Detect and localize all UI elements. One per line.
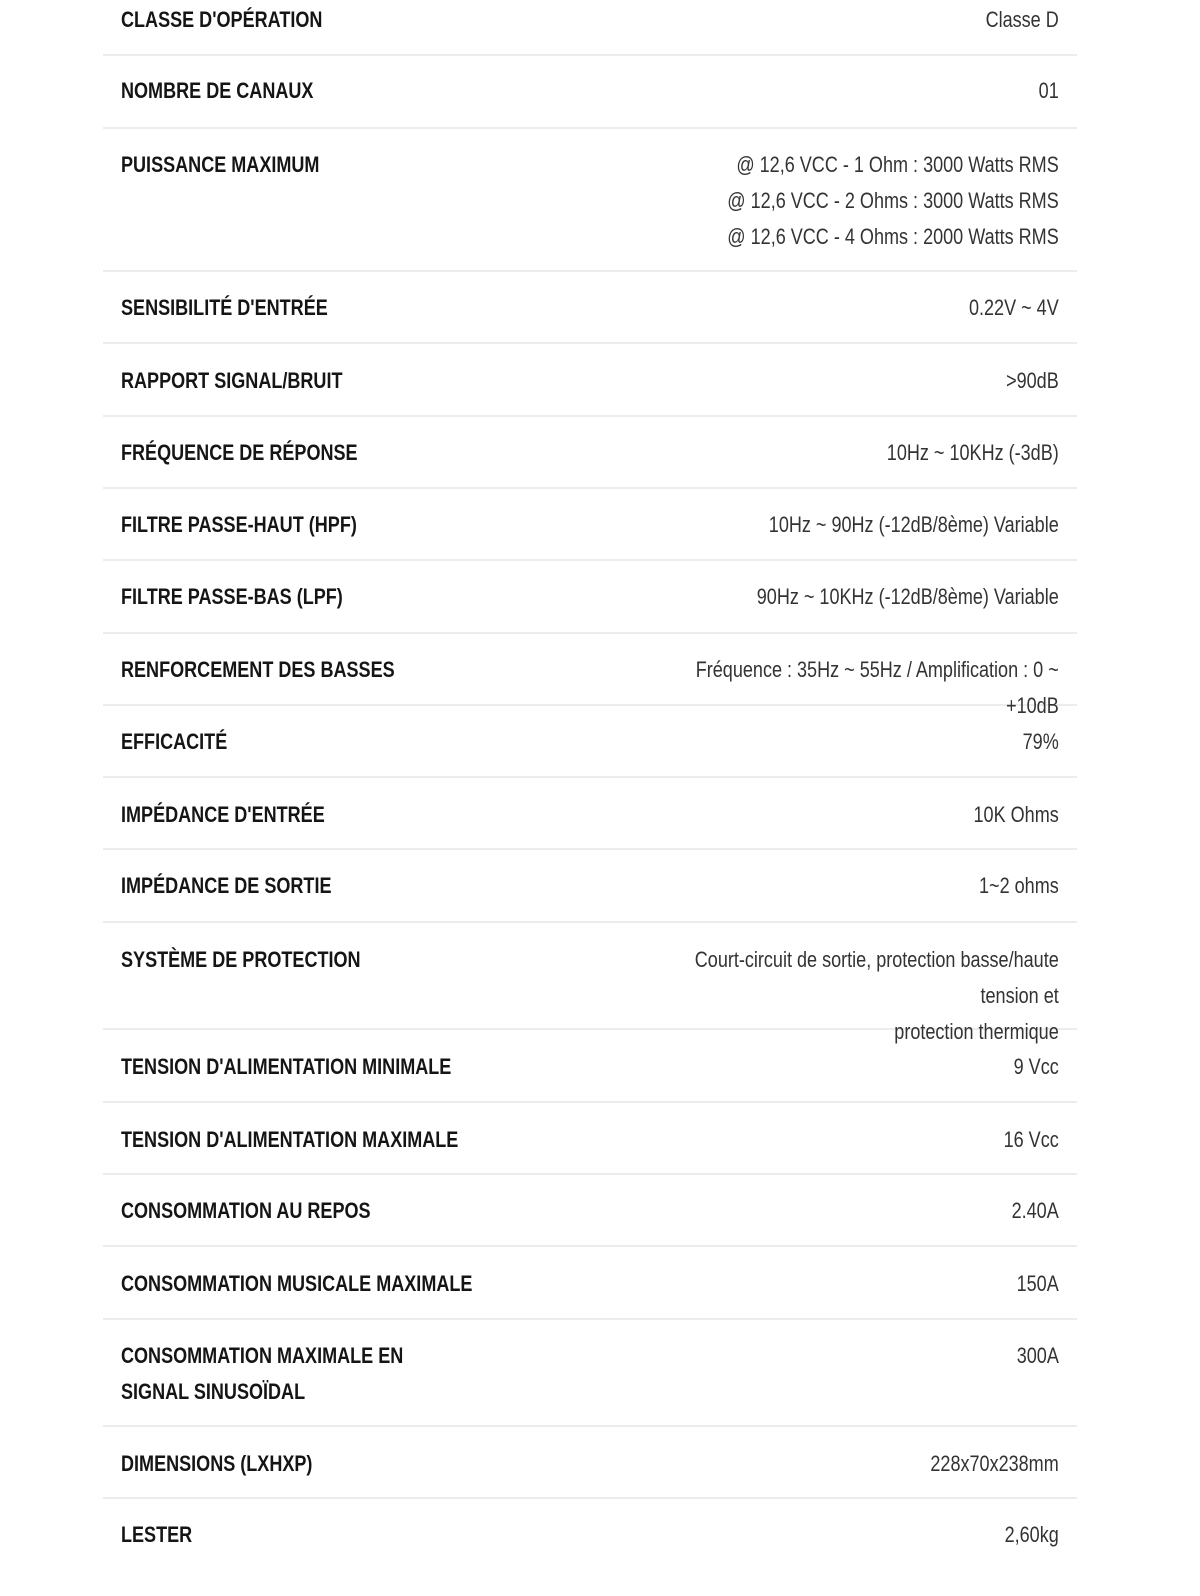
spec-label: FILTRE PASSE-BAS (LPF)	[121, 584, 343, 609]
spec-row-frequence	[103, 417, 1077, 489]
spec-value-line: 10Hz ~ 10KHz (-3dB)	[887, 440, 1059, 465]
spec-row-dimensions	[103, 1427, 1077, 1499]
spec-value	[642, 579, 1059, 615]
spec-value	[642, 147, 1059, 255]
spec-value-line: 300A	[1016, 1343, 1059, 1368]
spec-value-line: 2.40A	[1011, 1198, 1059, 1223]
spec-value-line: 150A	[1016, 1271, 1059, 1296]
spec-value	[642, 1193, 1059, 1229]
spec-value-line: @ 12,6 VCC - 1 Ohm : 3000 Watts RMS	[736, 152, 1059, 177]
spec-value	[642, 1122, 1059, 1158]
spec-value	[642, 363, 1059, 399]
spec-label: LESTER	[121, 1522, 193, 1547]
spec-value-line: 228x70x238mm	[930, 1451, 1059, 1476]
spec-label: SYSTÈME DE PROTECTION	[121, 947, 361, 972]
spec-row-sensibilite	[103, 272, 1077, 344]
spec-table	[103, 0, 1077, 1571]
spec-row-puissance	[103, 129, 1077, 272]
spec-value-line: 10K Ohms	[973, 802, 1059, 827]
spec-row-sinusoidal	[103, 1320, 1077, 1427]
spec-label: TENSION D'ALIMENTATION MINIMALE	[121, 1054, 452, 1079]
spec-label: NOMBRE DE CANAUX	[121, 78, 314, 103]
spec-label: IMPÉDANCE DE SORTIE	[121, 873, 332, 898]
spec-value-line: 01	[1038, 78, 1059, 103]
spec-label: RAPPORT SIGNAL/BRUIT	[121, 368, 343, 393]
spec-value	[642, 724, 1059, 760]
spec-row-impedance-entree	[103, 778, 1077, 850]
spec-value-line: 2,60kg	[1004, 1522, 1059, 1547]
spec-row-musicale	[103, 1247, 1077, 1320]
spec-label: TENSION D'ALIMENTATION MAXIMALE	[121, 1127, 459, 1152]
spec-label: IMPÉDANCE D'ENTRÉE	[121, 802, 325, 827]
spec-row-lester	[103, 1499, 1077, 1571]
spec-value-line: 16 Vcc	[1003, 1127, 1059, 1152]
spec-value-line: 1~2 ohms	[979, 873, 1059, 898]
spec-row-hpf	[103, 489, 1077, 561]
spec-label: RENFORCEMENT DES BASSES	[121, 657, 395, 682]
spec-value-line: @ 12,6 VCC - 4 Ohms : 2000 Watts RMS	[727, 224, 1059, 249]
spec-value-line: protection thermique	[894, 1019, 1059, 1044]
spec-value-line: Classe D	[985, 7, 1059, 32]
spec-label: EFFICACITÉ	[121, 729, 228, 754]
spec-label: DIMENSIONS (LXHXP)	[121, 1451, 313, 1476]
spec-label: CONSOMMATION AU REPOS	[121, 1198, 371, 1223]
spec-label: SENSIBILITÉ D'ENTRÉE	[121, 295, 328, 320]
spec-row-protection	[103, 923, 1077, 1044]
spec-value-line: @ 12,6 VCC - 2 Ohms : 3000 Watts RMS	[727, 188, 1059, 213]
spec-value	[642, 942, 1059, 1050]
spec-value	[642, 797, 1059, 833]
spec-value-line: Court-circuit de sortie, protection basse/haute tension et	[695, 947, 1059, 1008]
spec-row-lpf	[103, 561, 1077, 634]
spec-value-line: >90dB	[1006, 368, 1059, 393]
spec-value	[642, 1446, 1059, 1482]
spec-row-classe	[103, 0, 1077, 56]
spec-value	[642, 435, 1059, 471]
spec-row-basses	[103, 634, 1077, 718]
spec-value-line: 9 Vcc	[1013, 1054, 1059, 1079]
spec-label: FRÉQUENCE DE RÉPONSE	[121, 440, 358, 465]
spec-value	[642, 73, 1059, 109]
spec-value-line: 79%	[1022, 729, 1059, 754]
spec-value-line: Fréquence : 35Hz ~ 55Hz / Amplification : 0 ~ +10dB	[695, 657, 1059, 718]
spec-value	[642, 1266, 1059, 1302]
spec-label: CLASSE D'OPÉRATION	[121, 7, 323, 32]
spec-value	[642, 507, 1059, 543]
spec-value	[642, 1517, 1059, 1553]
spec-row-canaux	[103, 56, 1077, 129]
spec-value	[642, 868, 1059, 904]
spec-row-impedance-sortie	[103, 850, 1077, 923]
spec-label: FILTRE PASSE-HAUT (HPF)	[121, 512, 357, 537]
spec-label: CONSOMMATION MUSICALE MAXIMALE	[121, 1271, 473, 1296]
spec-value-line: 90Hz ~ 10KHz (-12dB/8ème) Variable	[757, 584, 1059, 609]
spec-label: PUISSANCE MAXIMUM	[121, 152, 320, 177]
spec-row-signal-bruit	[103, 344, 1077, 417]
spec-row-tension-max	[103, 1103, 1077, 1175]
spec-value	[642, 652, 1059, 724]
spec-row-repos	[103, 1175, 1077, 1247]
spec-value	[603, 1338, 1059, 1374]
spec-value	[642, 2, 1059, 38]
spec-value-line: 0.22V ~ 4V	[969, 295, 1059, 320]
spec-value	[642, 290, 1059, 326]
spec-label: CONSOMMATION MAXIMALE EN SIGNAL SINUSOÏDAL	[121, 1343, 404, 1404]
spec-value	[642, 1049, 1059, 1085]
spec-value-line: 10Hz ~ 90Hz (-12dB/8ème) Variable	[769, 512, 1059, 537]
